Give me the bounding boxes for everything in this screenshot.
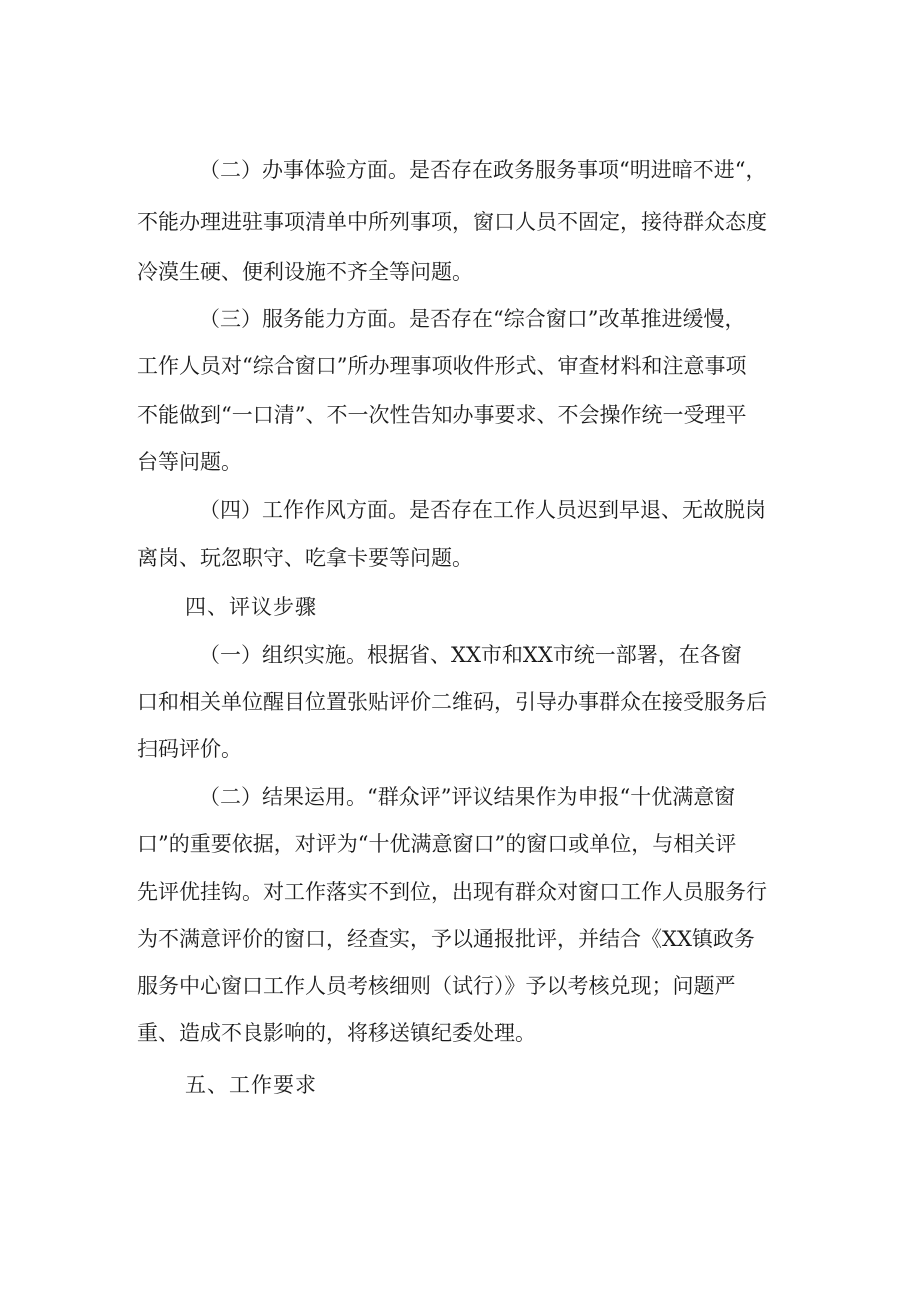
step-2-line-1: （二）结果运用。“群众评”评议结果作为申报“十优满意窗 — [199, 785, 736, 809]
step-1-line-3: 扫码评价。 — [137, 737, 242, 761]
paragraph-4-line-2: 离岗、玩忽职守、吃拿卡要等问题。 — [137, 546, 473, 570]
paragraph-2-line-1: （二）办事体验方面。是否存在政务服务事项“明进暗不进“， — [199, 158, 767, 182]
step-1-line-2: 口和相关单位醒目位置张贴评价二维码，引导办事群众在接受服务后 — [137, 690, 767, 714]
paragraph-3-line-4: 台等问题。 — [137, 450, 242, 474]
section-heading-steps: 四、评议步骤 — [185, 595, 317, 619]
paragraph-4-line-1: （四）工作作风方面。是否存在工作人员迟到早退、无故脱岗 — [199, 498, 766, 522]
paragraph-3-line-2: 工作人员对“综合窗口”所办理事项收件形式、审查材料和注意事项 — [137, 354, 747, 378]
paragraph-3-line-3: 不能做到“一口清”、不一次性告知办事要求、不会操作统一受理平 — [137, 403, 747, 427]
paragraph-3-line-1: （三）服务能力方面。是否存在“综合窗口”改革推进缓慢， — [199, 307, 746, 331]
step-2-line-5: 服务中心窗口工作人员考核细则（试行）》予以考核兑现；问题严 — [137, 974, 736, 998]
step-2-line-4: 为不满意评价的窗口，经查实，予以通报批评，并结合《XX镇政务 — [137, 927, 755, 951]
step-2-line-6: 重、造成不良影响的，将移送镇纪委处理。 — [137, 1021, 536, 1045]
step-2-line-3: 先评优挂钩。对工作落实不到位，出现有群众对窗口工作人员服务行 — [137, 880, 767, 904]
section-heading-requirements: 五、工作要求 — [185, 1073, 317, 1097]
paragraph-2-line-3: 冷漠生硬、便利设施不齐全等问题。 — [137, 260, 473, 284]
step-2-line-2: 口”的重要依据，对评为“十优满意窗口”的窗口或单位，与相关评 — [137, 832, 737, 856]
step-1-line-1: （一）组织实施。根据省、XX市和XX市统一部署，在各窗 — [199, 643, 742, 667]
paragraph-2-line-2: 不能办理进驻事项清单中所列事项，窗口人员不固定，接待群众态度 — [137, 210, 767, 234]
